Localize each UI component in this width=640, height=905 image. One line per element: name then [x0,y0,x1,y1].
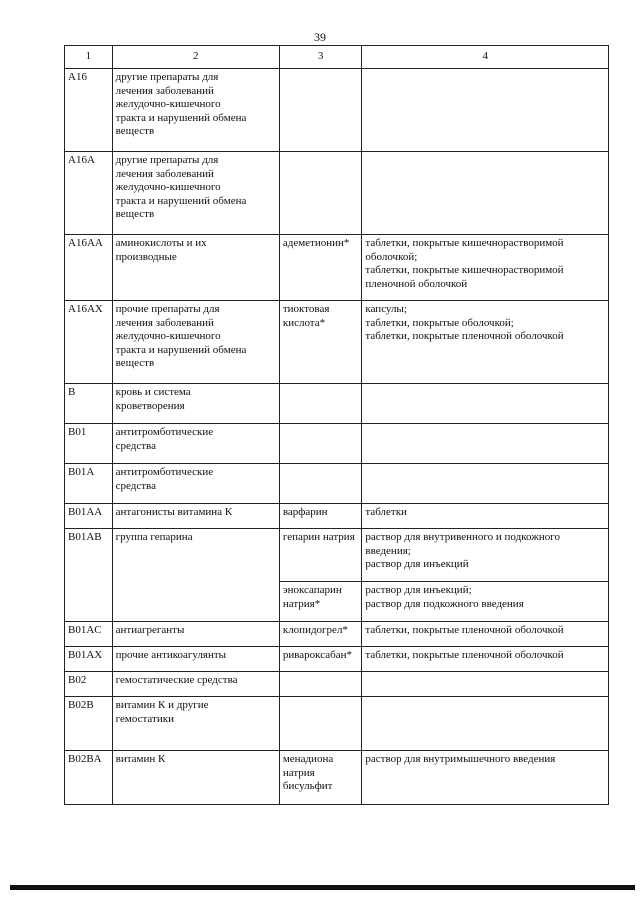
table-row [65,529,609,582]
table-row [65,647,609,672]
atc-group-name: прочие препараты для лечения заболеваний желудочно-кишечного тракта и нарушений обмена веществ [112,301,279,384]
atc-group-name: группа гепарина [112,529,279,622]
column-header: 2 [112,46,279,69]
dosage-form [362,152,609,235]
atc-code: B01 [65,424,113,464]
dosage-form: капсулы; таблетки, покрытые оболочкой; таблетки, покрытые пленочной оболочкой [362,301,609,384]
table-row [65,504,609,529]
table-row [65,301,609,384]
drug-table [64,45,609,805]
atc-code: A16 [65,69,113,152]
table-row [65,751,609,805]
drug-name [279,464,362,504]
dosage-form [362,384,609,424]
header-row [65,46,609,69]
dosage-form: таблетки, покрытые пленочной оболочкой [362,647,609,672]
table-row [65,464,609,504]
atc-group-name: гемостатические средства [112,672,279,697]
column-header: 4 [362,46,609,69]
atc-code: A16AA [65,235,113,301]
atc-group-name: другие препараты для лечения заболеваний желудочно-кишечного тракта и нарушений обмена веществ [112,69,279,152]
atc-code: B01AC [65,622,113,647]
table-row [65,152,609,235]
table-row [65,69,609,152]
dosage-form: таблетки, покрытые пленочной оболочкой [362,622,609,647]
drug-name: менадиона натрия бисульфит [279,751,362,805]
dosage-form: раствор для внутривенного и подкожного введения; раствор для инъекций [362,529,609,582]
atc-code: B01AB [65,529,113,622]
dosage-form [362,464,609,504]
dosage-form: таблетки [362,504,609,529]
atc-code: B01AA [65,504,113,529]
dosage-form: таблетки, покрытые кишечнорастворимой оболочкой; таблетки, покрытые кишечнорастворимой пленочной оболочкой [362,235,609,301]
atc-group-name: антитромботические средства [112,424,279,464]
atc-code: B02 [65,672,113,697]
bottom-divider [10,885,635,890]
table-row [65,424,609,464]
atc-code: B02B [65,697,113,751]
drug-name: ривароксабан* [279,647,362,672]
dosage-form: раствор для внутримышечного введения [362,751,609,805]
atc-group-name: кровь и система кроветворения [112,384,279,424]
drug-name: эноксапарин натрия* [279,582,362,622]
drug-name [279,384,362,424]
dosage-form: раствор для инъекций; раствор для подкожного введения [362,582,609,622]
atc-group-name: витамин К и другие гемостатики [112,697,279,751]
column-header: 3 [279,46,362,69]
drug-name: тиоктовая кислота* [279,301,362,384]
table-row [65,384,609,424]
drug-name: варфарин [279,504,362,529]
atc-code: A16AX [65,301,113,384]
drug-name [279,69,362,152]
atc-code: B02BA [65,751,113,805]
atc-group-name: антиагреганты [112,622,279,647]
dosage-form [362,672,609,697]
table-row [65,697,609,751]
drug-name [279,424,362,464]
dosage-form [362,697,609,751]
atc-code: B01A [65,464,113,504]
drug-name [279,697,362,751]
page-number: 39 [314,30,326,44]
atc-code: B01AX [65,647,113,672]
atc-group-name: антагонисты витамина К [112,504,279,529]
atc-group-name: другие препараты для лечения заболеваний желудочно-кишечного тракта и нарушений обмена веществ [112,152,279,235]
atc-group-name: антитромботические средства [112,464,279,504]
drug-name: адеметионин* [279,235,362,301]
table-row [65,235,609,301]
table-row [65,622,609,647]
drug-name [279,152,362,235]
atc-group-name: витамин К [112,751,279,805]
dosage-form [362,69,609,152]
atc-group-name: аминокислоты и их производные [112,235,279,301]
atc-group-name: прочие антикоагулянты [112,647,279,672]
drug-name [279,672,362,697]
table-row [65,672,609,697]
drug-name: гепарин натрия [279,529,362,582]
drug-name: клопидогрел* [279,622,362,647]
column-header: 1 [65,46,113,69]
atc-code: A16A [65,152,113,235]
atc-code: B [65,384,113,424]
dosage-form [362,424,609,464]
